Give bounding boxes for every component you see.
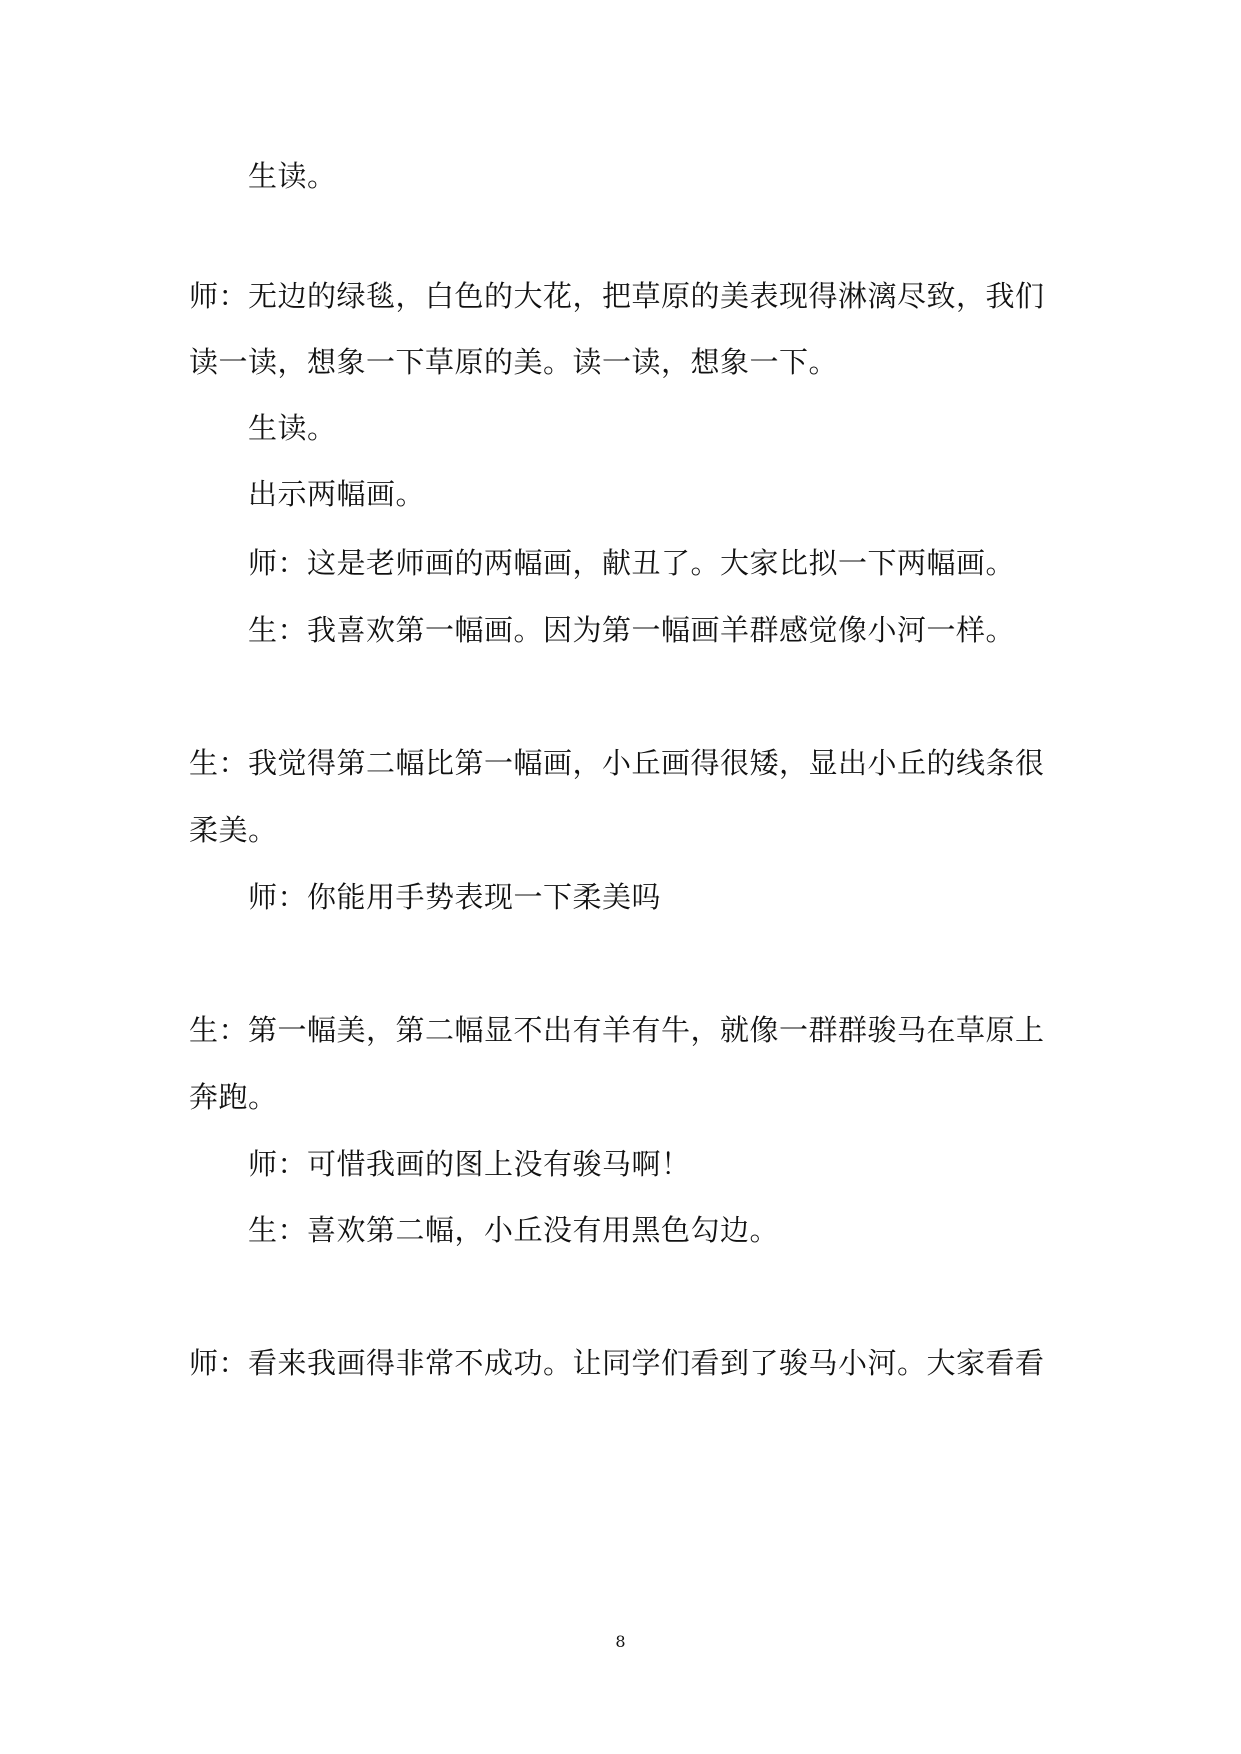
paragraph-line: 生：我觉得第二幅比第一幅画，小丘画得很矮，显出小丘的线条很: [189, 746, 1045, 780]
paragraph-line: 生读。: [248, 411, 337, 445]
paragraph-line: 师：可惜我画的图上没有骏马啊！: [248, 1147, 691, 1181]
paragraph-line: 生：喜欢第二幅，小丘没有用黑色勾边。: [248, 1213, 780, 1247]
paragraph-line: 读一读，想象一下草原的美。读一读，想象一下。: [189, 345, 839, 379]
paragraph-line: 师：这是老师画的两幅画，献丑了。大家比拟一下两幅画。: [248, 546, 1016, 580]
paragraph-line: 师：看来我画得非常不成功。让同学们看到了骏马小河。大家看看: [189, 1346, 1045, 1380]
paragraph-line: 师：无边的绿毯，白色的大花，把草原的美表现得淋漓尽致，我们: [189, 279, 1045, 313]
paragraph-line: 生：第一幅美，第二幅显不出有羊有牛，就像一群群骏马在草原上: [189, 1013, 1045, 1047]
paragraph-line: 出示两幅画。: [248, 477, 426, 511]
paragraph-line: 生读。: [248, 159, 337, 193]
paragraph-line: 生：我喜欢第一幅画。因为第一幅画羊群感觉像小河一样。: [248, 613, 1016, 647]
paragraph-line: 师：你能用手势表现一下柔美吗: [248, 880, 662, 914]
paragraph-line: 奔跑。: [189, 1080, 278, 1114]
paragraph-line: 柔美。: [189, 813, 278, 847]
page-number: 8: [615, 1632, 626, 1651]
